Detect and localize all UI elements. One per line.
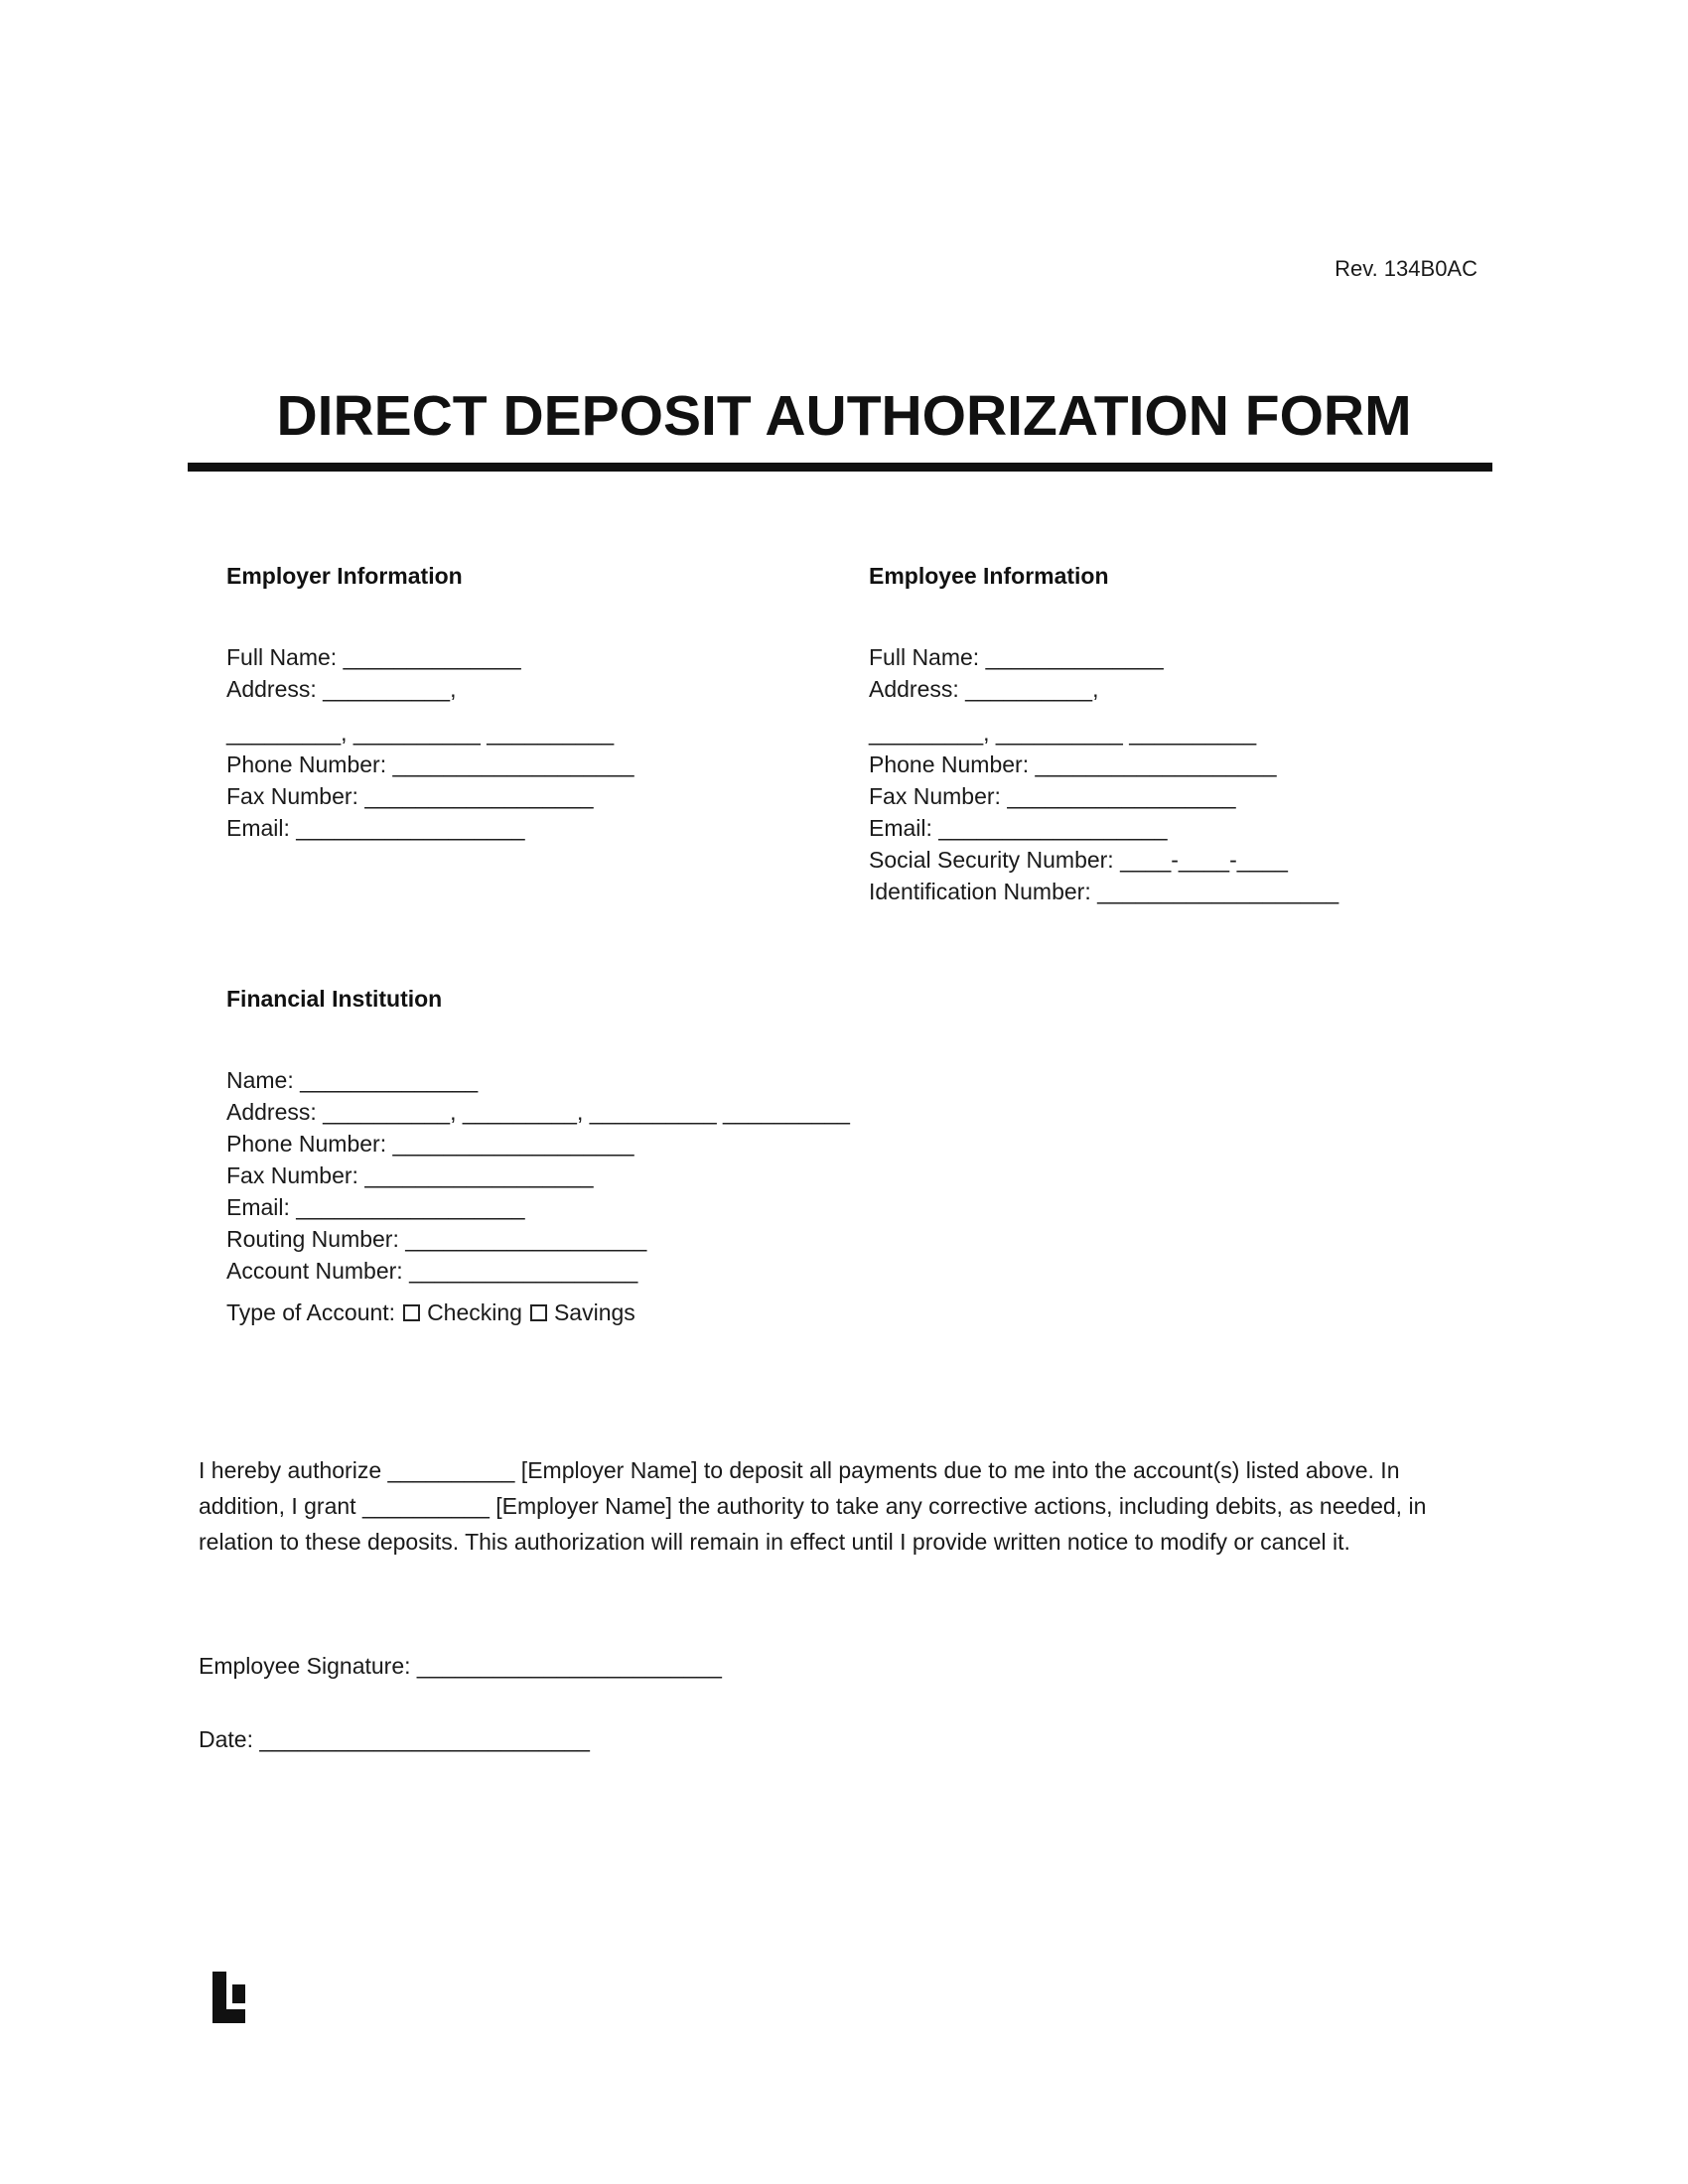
employer-info-section	[226, 560, 634, 844]
type-of-account-line	[226, 1297, 850, 1328]
signature-block	[199, 1650, 722, 1755]
employer-info-heading: Employer Information	[226, 563, 463, 589]
financial-email-line: Email: __________________	[226, 1194, 525, 1220]
employee-address-line: Address: __________,	[869, 676, 1099, 702]
employer-fax-line: Fax Number: __________________	[226, 783, 594, 809]
employee-info-heading: Employee Information	[869, 563, 1109, 589]
authorization-paragraph: I hereby authorize __________ [Employer Name] to deposit all payments due to me into the account(s) listed above. In addition, I grant __________ [Employer Name] the authority to take any corrective actions, including debits, as needed, in relation to these deposits. This authorization will remain in effect until I provide written notice to modify or cancel it.	[199, 1457, 1427, 1555]
title-rule	[188, 463, 1492, 472]
savings-label: Savings	[553, 1299, 635, 1325]
employee-ssn-line: Social Security Number: ____-____-____	[869, 847, 1288, 873]
employee-info-section	[869, 560, 1338, 907]
financial-institution-section	[226, 983, 850, 1328]
legaltemplates-logo-icon	[212, 1972, 258, 2023]
form-title: DIRECT DEPOSIT AUTHORIZATION FORM	[276, 384, 1412, 448]
financial-institution-heading: Financial Institution	[226, 986, 443, 1012]
financial-address-line: Address: __________, _________, __________ __________	[226, 1099, 850, 1125]
date-line: Date: __________________________	[199, 1726, 590, 1752]
employee-full-name-line: Full Name: ______________	[869, 644, 1164, 670]
employee-id-number-line: Identification Number: ___________________	[869, 879, 1339, 904]
type-of-account-label: Type of Account:	[226, 1299, 396, 1325]
financial-phone-line: Phone Number: ___________________	[226, 1131, 634, 1157]
employee-email-line: Email: __________________	[869, 815, 1168, 841]
checking-checkbox	[403, 1304, 420, 1321]
revision-number: Rev. 134B0AC	[1335, 256, 1477, 281]
employee-address-line2: _________, __________ __________	[869, 720, 1257, 746]
employer-phone-line: Phone Number: ___________________	[226, 751, 634, 777]
financial-name-line: Name: ______________	[226, 1067, 479, 1093]
checking-label: Checking	[427, 1299, 522, 1325]
employee-phone-line: Phone Number: ___________________	[869, 751, 1277, 777]
savings-checkbox	[530, 1304, 547, 1321]
financial-account-line: Account Number: __________________	[226, 1258, 638, 1284]
employer-full-name-line: Full Name: ______________	[226, 644, 521, 670]
employer-address-line2: _________, __________ __________	[226, 720, 615, 746]
employee-signature-line: Employee Signature: ________________________	[199, 1653, 722, 1679]
employer-address-line: Address: __________,	[226, 676, 457, 702]
employer-email-line: Email: __________________	[226, 815, 525, 841]
financial-fax-line: Fax Number: __________________	[226, 1162, 594, 1188]
financial-routing-line: Routing Number: ___________________	[226, 1226, 647, 1252]
employee-fax-line: Fax Number: __________________	[869, 783, 1236, 809]
